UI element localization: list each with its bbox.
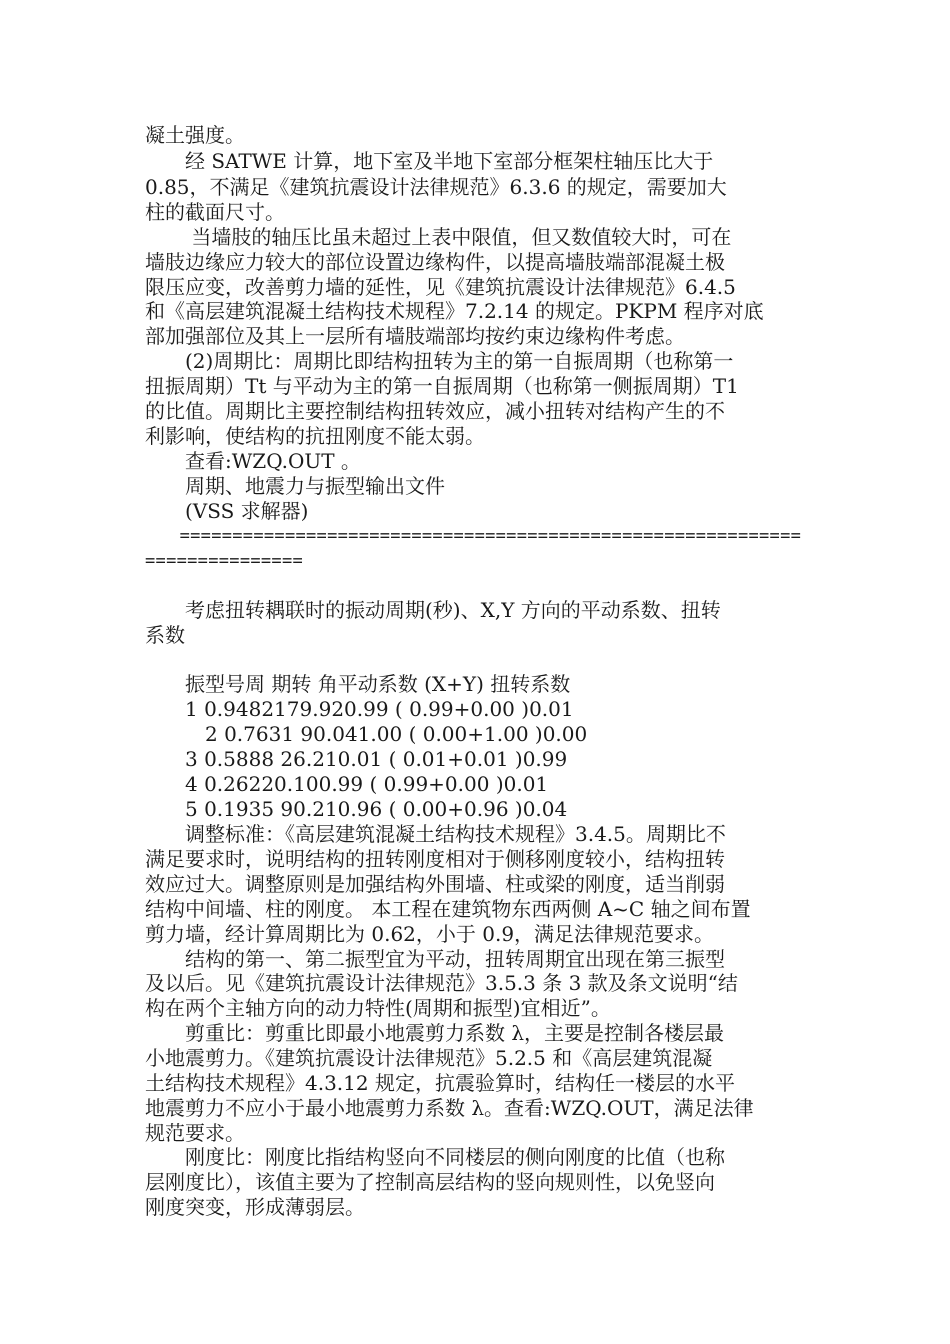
text-line: 小地震剪力。《建筑抗震设计法律规范》5.2.5 和《高层建筑混凝 [145,1046,713,1070]
text-line: 部加强部位及其上一层所有墙肢端部均按约束边缘构件考虑。 [145,324,685,348]
text-line: 扭振周期）Tt 与平动为主的第一自振周期（也称第一侧振周期）T1 [145,374,739,398]
text-line: 满足要求时，说明结构的扭转刚度相对于侧移刚度较小，结构扭转 [145,847,725,871]
text-line: 和《高层建筑混凝土结构技术规程》7.2.14 的规定。PKPM 程序对底 [145,299,764,323]
text-line: 层刚度比），该值主要为了控制高层结构的竖向规则性，以免竖向 [145,1170,715,1194]
table-row: 1 0.9482179.920.99 ( 0.99+0.00 )0.01 [145,697,574,721]
text-line: 墙肢边缘应力较大的部位设置边缘构件，以提高墙肢端部混凝土极 [145,250,725,274]
text-line: (VSS 求解器) [145,499,309,523]
text-line: 规范要求。 [145,1121,245,1145]
text-line: 柱的截面尺寸。 [145,200,285,224]
table-header: 振型号周 期转 角平动系数 (X+Y) 扭转系数 [145,672,571,696]
text-line: 结构的第一、第二振型宜为平动，扭转周期宜出现在第三振型 [145,947,725,971]
text-line: 0.85，不满足《建筑抗震设计法律规范》6.3.6 的规定，需要加大 [145,175,727,199]
table-row: 4 0.26220.100.99 ( 0.99+0.00 )0.01 [145,772,549,796]
text-line: 效应过大。调整原则是加强结构外围墙、柱或梁的刚度，适当削弱 [145,872,725,896]
text-line: (2)周期比：周期比即结构扭转为主的第一自振周期（也称第一 [145,349,734,373]
text-line: 凝土强度。 [145,123,245,147]
text-line: 的比值。周期比主要控制结构扭转效应，减小扭转对结构产生的不 [145,399,725,423]
text-line: 结构中间墙、柱的刚度。 本工程在建筑物东西两侧 A~C 轴之间布置 [145,897,751,921]
text-line: 经 SATWE 计算，地下室及半地下室部分框架柱轴压比大于 [145,149,714,173]
text-line: 限压应变，改善剪力墙的延性，见《建筑抗震设计法律规范》6.4.5 [145,275,736,299]
text-line: 当墙肢的轴压比虽未超过上表中限值，但又数值较大时，可在 [145,225,732,249]
text-line: 及以后。见《建筑抗震设计法律规范》3.5.3 条 3 款及条文说明“结 [145,971,738,995]
text-line: 土结构技术规程》4.3.12 规定，抗震验算时，结构任一楼层的水平 [145,1071,735,1095]
table-row: 5 0.1935 90.210.96 ( 0.00+0.96 )0.04 [145,797,568,821]
table-row: 2 0.7631 90.041.00 ( 0.00+1.00 )0.00 [145,722,588,746]
text-line: 利影响，使结构的抗扭刚度不能太弱。 [145,424,485,448]
text-line: 剪重比：剪重比即最小地震剪力系数 λ，主要是控制各楼层最 [145,1021,725,1045]
text-line: 调整标准：《高层建筑混凝土结构技术规程》3.4.5。周期比不 [145,822,726,846]
text-line: 刚度比：刚度比指结构竖向不同楼层的侧向刚度的比值（也称 [145,1145,725,1169]
text-line: 系数 [145,623,185,647]
separator-line: =============== [145,551,304,571]
text-line: 刚度突变，形成薄弱层。 [145,1195,365,1219]
text-line: 考虑扭转耦联时的振动周期(秒)、X,Y 方向的平动系数、扭转 [145,598,721,622]
text-line: 查看:WZQ.OUT 。 [145,449,361,473]
table-row: 3 0.5888 26.210.01 ( 0.01+0.01 )0.99 [145,747,568,771]
text-line: 周期、地震力与振型输出文件 [145,474,445,498]
separator-line: =========================================================== [145,526,802,546]
text-line: 构在两个主轴方向的动力特性(周期和振型)宜相近”。 [145,996,611,1020]
text-line: 剪力墙，经计算周期比为 0.62，小于 0.9，满足法律规范要求。 [145,922,715,946]
text-line: 地震剪力不应小于最小地震剪力系数 λ。查看:WZQ.OUT，满足法律 [145,1096,754,1120]
